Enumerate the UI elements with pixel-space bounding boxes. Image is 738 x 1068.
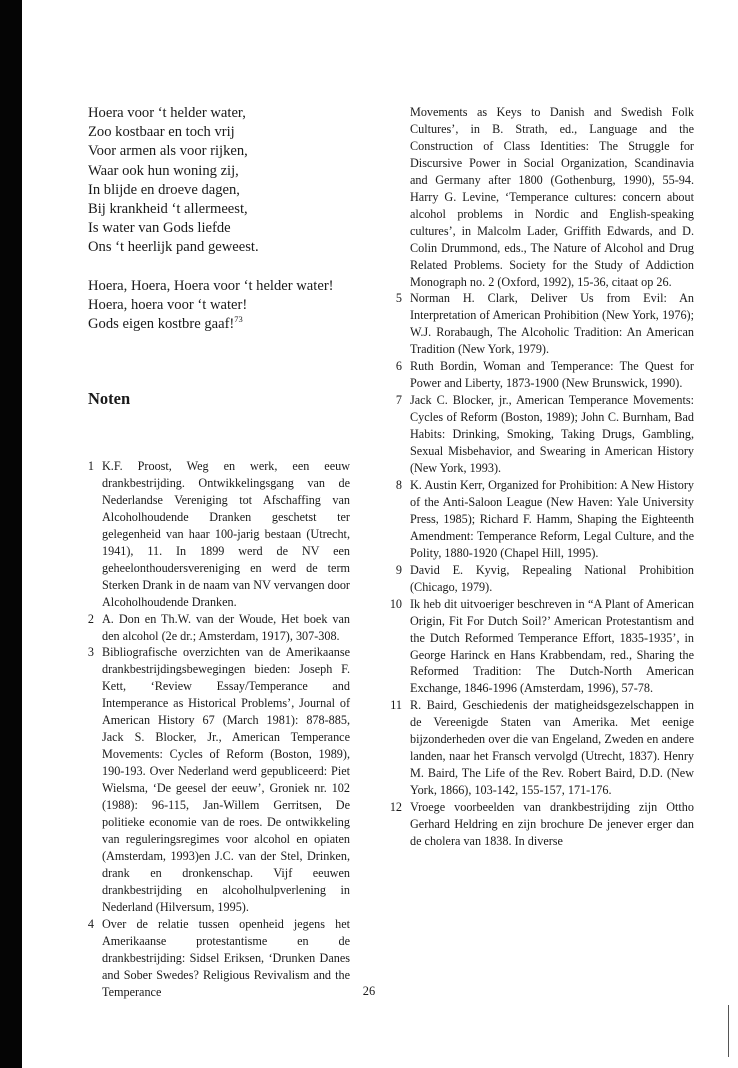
poem-stanza-1 bbox=[88, 104, 380, 258]
poem-line: Voor armen als voor rijken, bbox=[88, 143, 248, 160]
poem-line-text: Gods eigen kostbre gaaf! bbox=[88, 316, 235, 333]
footnote-text: Over de relatie tussen openheid jegens het Amerikaanse protestantisme en de drankbestrijding: Sidsel Eriksen, ‘Drunken Danes and Sober Swedes? Religious Revivalism and the Temperance bbox=[102, 916, 350, 999]
right-column bbox=[389, 104, 694, 850]
left-column bbox=[88, 104, 380, 334]
footnote-text: Vroege voorbeelden van drankbestrijding zijn Ottho Gerhard Heldring en zijn brochure De jenever erger dan de cholera van 1838. In diverse bbox=[410, 800, 694, 848]
footnote-ref-73: 73 bbox=[234, 314, 243, 325]
notes-list-right bbox=[389, 290, 694, 849]
footnote-number: 7 bbox=[395, 393, 402, 408]
poem-line: Bij krankheid ‘t allermeest, bbox=[88, 201, 248, 218]
footnote-12 bbox=[389, 799, 694, 850]
poem-stanza-2 bbox=[88, 277, 380, 335]
scan-binding-edge bbox=[0, 0, 22, 1068]
footnote-number: 6 bbox=[395, 359, 402, 374]
footnote-number: 4 bbox=[87, 916, 94, 931]
footnote-9 bbox=[395, 562, 694, 596]
notes-heading: Noten bbox=[88, 389, 131, 408]
poem-line: Is water van Gods liefde bbox=[88, 220, 231, 237]
footnote-text: Norman H. Clark, Deliver Us from Evil: An Interpretation of American Prohibition (New York, 1976); W.J. Rorabaugh, The Alcoholic Tradition: An American Tradition (New York, 1979). bbox=[410, 291, 694, 357]
footnote-3 bbox=[87, 644, 350, 915]
footnote-number: 12 bbox=[389, 800, 402, 815]
footnote-text: Ik heb dit uitvoeriger beschreven in “A Plant of American Origin, Fit For Dutch Soil?’ American Protestantism and the Dutch Reformed Temperance Effort, 1835-1935’, in George Harinck en Hans Krabbendam, red., Sharing the Reformed Tradition: The Dutch-North American Exchange, 1846-1996 (Amsterdam, 1996), 57-78. bbox=[410, 596, 694, 696]
poem-line bbox=[88, 315, 380, 334]
poem-line: Waar ook hun woning zij, bbox=[88, 162, 239, 179]
poem-line: In blijde en droeve dagen, bbox=[88, 181, 240, 198]
poem-line: Ons ‘t heerlijk pand geweest. bbox=[88, 239, 259, 256]
footnote-text: A. Don en Th.W. van der Woude, Het boek van den alcohol (2e dr.; Amsterdam, 1917), 307-308. bbox=[102, 611, 350, 643]
footnote-text: Bibliografische overzichten van de Amerikaanse drankbestrijdingsbewegingen bieden: Joseph F. Kett, ‘Review Essay/Temperance and Intemperance as Historical Problems’, Journal of American History 67 (March 1981): 878-885, Jack S. Blocker, Jr., American Temperance Movements: Cycles of Reform (Boston, 1989), 190-193. Over Nederland werd gepubliceerd: Piet Wielsma, ‘De geesel der eeuw’, Groniek nr. 102 (1988): 96-115, Jan-Willem Gerritsen, De politieke economie van de roes. De ontwikkeling van reguleringsregimes voor alcohol en opiaten (Amsterdam, 1993)en J.C. van der Stel, Drinken, drank en dronkenschap. Vijf eeuwen drankbestrijding en alcoholhulpverlening in Nederland (Hilversum, 1995). bbox=[102, 645, 350, 914]
poem-line: Zoo kostbaar en toch vrij bbox=[88, 124, 235, 141]
footnote-text: David E. Kyvig, Repealing National Prohibition (Chicago, 1979). bbox=[410, 562, 694, 594]
footnote-2 bbox=[87, 611, 350, 645]
footnote-6 bbox=[395, 358, 694, 392]
footnote-text: Jack C. Blocker, jr., American Temperance Movements: Cycles of Reform (Boston, 1989); John C. Burnham, Bad Habits: Drinking, Smoking, Taking Drugs, Gambling, Sexual Misbehavior, and Swearing in American History (New York, 1993). bbox=[410, 393, 694, 476]
notes-list-left bbox=[87, 458, 350, 1001]
footnote-number: 5 bbox=[395, 291, 402, 306]
footnote-number: 2 bbox=[87, 611, 94, 626]
poem-line: Hoera, Hoera, Hoera voor ‘t helder water! bbox=[88, 277, 334, 294]
footnote-8 bbox=[395, 477, 694, 562]
footnote-text: K. Austin Kerr, Organized for Prohibition: A New History of the Anti-Saloon League (New Haven: Yale University Press, 1985); Richard F. Hamm, Shaping the Eighteenth Amendment: Temperance Reform, Legal Culture, and the Polity, 1880-1920 (Chapel Hill, 1995). bbox=[410, 477, 694, 560]
footnote-10 bbox=[389, 596, 694, 698]
note-body: Movements as Keys to Danish and Swedish Folk Cultures’, in B. Strath, ed., Language and the Construction of Class Identities: The Struggle for Discursive Power in Social Organization, Scandinavia and Germany after 1800 (Gothenburg, 1990), 55-94. Harry G. Levine, ‘Temperance cultures: concern about alcohol problems in Nordic and English-speaking cultures’, in Malcolm Lader, Griffith Edwards, and D. Colin Drummond, eds., The Nature of Alcohol and Drug Related Problems. Society for the Study of Addiction Monograph no. 2 (Oxford, 1992), 15-36, citaat op 26. bbox=[410, 105, 694, 289]
footnote-number: 8 bbox=[395, 477, 402, 492]
footnote-number: 3 bbox=[87, 645, 94, 660]
footnote-11 bbox=[390, 697, 694, 799]
poem-line: Hoera voor ‘t helder water, bbox=[88, 105, 246, 121]
footnote-text: Ruth Bordin, Woman and Temperance: The Quest for Power and Liberty, 1873-1900 (New Brunswick, 1990). bbox=[410, 359, 694, 391]
page-number: 26 bbox=[362, 984, 376, 998]
footnote-7 bbox=[395, 392, 694, 477]
footnote-number: 1 bbox=[87, 459, 94, 473]
footnote-1 bbox=[87, 458, 350, 611]
footnote-number: 10 bbox=[389, 596, 402, 611]
note-4-continuation bbox=[410, 104, 694, 290]
footnote-text: R. Baird, Geschiedenis der matigheidsgezelschappen in de Vereenigde Staten van Amerika. Met eenige bijzonderheden over die van Engeland, Zweden en andere landen, naar het Fransch vervolgd (Utrecht, 1837). Henry M. Baird, The Life of the Rev. Robert Baird, D.D. (New York, 1866), 103-142, 155-157, 171-176. bbox=[410, 698, 694, 798]
footnote-number: 11 bbox=[390, 698, 402, 713]
footnote-number: 9 bbox=[395, 562, 402, 577]
poem-line: Hoera, hoera voor ‘t water! bbox=[88, 296, 248, 313]
footnote-text: K.F. Proost, Weg en werk, een eeuw drankbestrijding. Ontwikkelingsgang van de Nederlandse Vereniging tot Afschaffing van Alcoholhoudende Dranken geschetst ter gelegenheid van haar 100-jarig bestaan (Utrecht, 1941), 11. In 1899 werd de NV een geheelonthoudersvereniging en werd de term Sterken Drank in de naam van NV vervangen door Alcoholhoudende Dranken. bbox=[102, 459, 350, 609]
scan-margin-mark bbox=[728, 1005, 729, 1057]
footnote-5 bbox=[395, 290, 694, 358]
